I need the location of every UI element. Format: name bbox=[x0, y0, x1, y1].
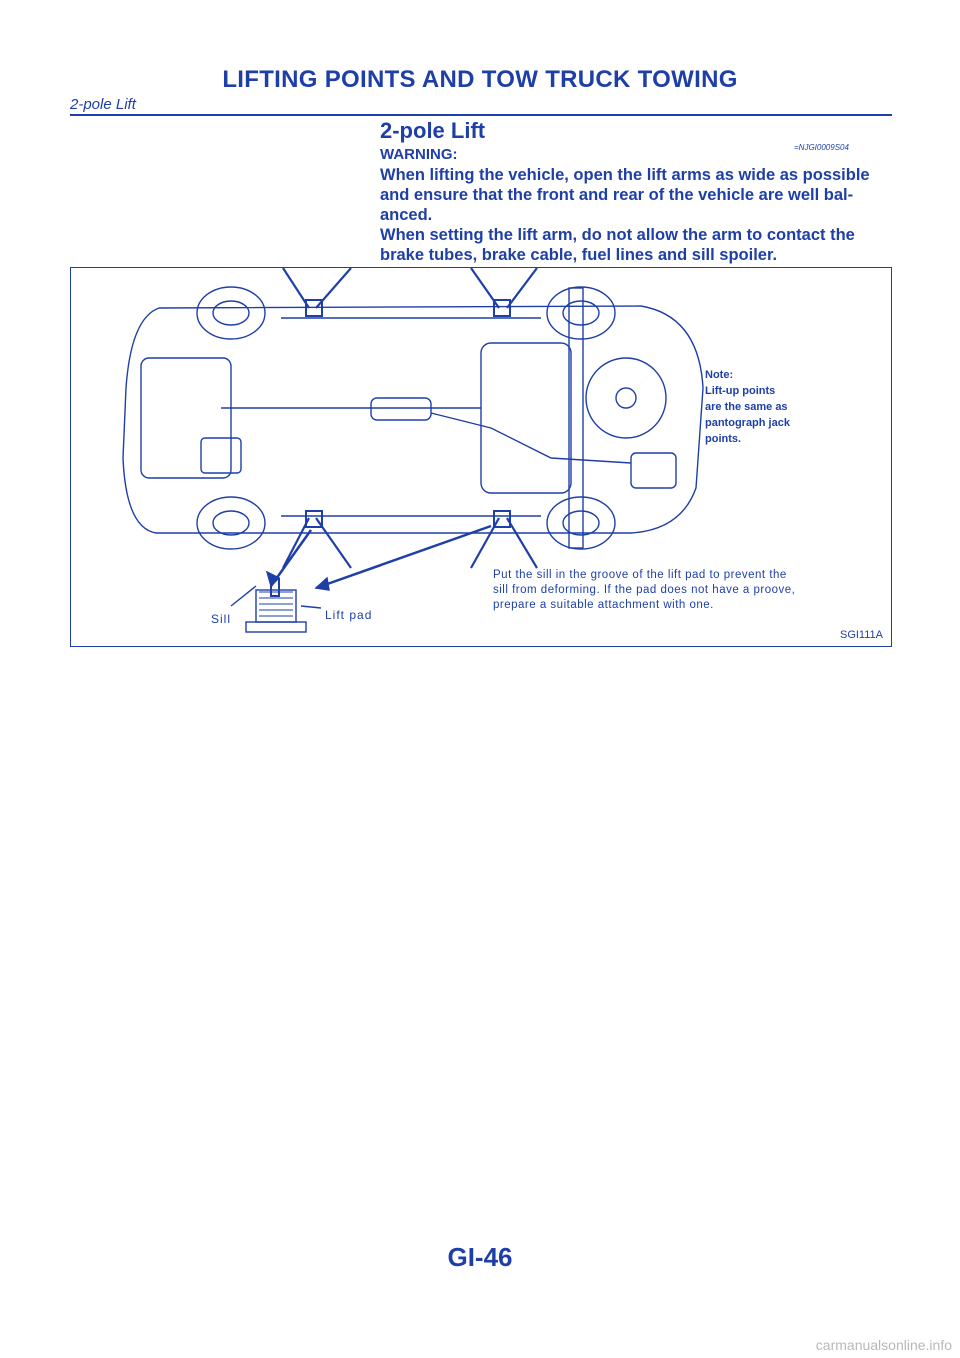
caption-block bbox=[493, 568, 795, 613]
warning-line: anced. bbox=[380, 206, 433, 224]
lift-arm bbox=[283, 518, 351, 568]
lift-arm bbox=[283, 268, 351, 308]
warning-line: When setting the lift arm, do not allow the arm to contact the bbox=[380, 226, 855, 244]
caption-line: Put the sill in the groove of the lift pad to prevent the bbox=[493, 569, 787, 581]
lift-pad-base bbox=[246, 622, 306, 632]
sill-label: Sill bbox=[211, 612, 232, 626]
engine-block bbox=[141, 358, 231, 478]
section-title: 2-pole Lift bbox=[380, 118, 486, 143]
page-number: GI-46 bbox=[447, 1242, 513, 1272]
section-code: =NJGI0009S04 bbox=[794, 143, 849, 152]
note-line: Note: bbox=[705, 369, 734, 381]
note-block bbox=[705, 367, 790, 447]
warning-line: and ensure that the front and rear of the vehicle are well bal- bbox=[380, 186, 854, 204]
figure-id: SGI111A bbox=[839, 629, 883, 641]
rear-left-tire bbox=[547, 287, 615, 339]
header-divider bbox=[70, 114, 892, 116]
note-line: Lift-up points bbox=[705, 385, 776, 397]
warning-line: When lifting the vehicle, open the lift arms as wide as possible bbox=[380, 166, 870, 184]
spare-tire bbox=[586, 358, 666, 438]
warning-label: WARNING: bbox=[380, 146, 458, 163]
muffler-center bbox=[371, 398, 431, 420]
note-line: are the same as bbox=[705, 401, 788, 413]
watermark: carmanualsonline.info bbox=[815, 1337, 952, 1353]
rear-muffler bbox=[631, 453, 676, 488]
page-header-subtitle: 2-pole Lift bbox=[70, 96, 136, 113]
lift-diagram-figure bbox=[70, 267, 892, 647]
note-line: pantograph jack bbox=[705, 417, 790, 429]
lift-pad bbox=[256, 590, 296, 622]
lift-pad-label: Lift pad bbox=[325, 608, 373, 622]
front-left-tire bbox=[197, 287, 265, 339]
fuel-tank bbox=[481, 343, 571, 493]
warning-text bbox=[380, 165, 894, 265]
note-line: points. bbox=[705, 433, 742, 445]
warning-line: brake tubes, brake cable, fuel lines and sill spoiler. bbox=[380, 246, 778, 264]
rear-right-tire bbox=[547, 497, 615, 549]
page-header-title: LIFTING POINTS AND TOW TRUCK TOWING bbox=[222, 66, 738, 93]
caption-line: prepare a suitable attachment with one. bbox=[493, 599, 714, 611]
front-right-tire bbox=[197, 497, 265, 549]
lift-arm bbox=[471, 518, 537, 568]
caption-line: sill from deforming. If the pad does not have a proove, bbox=[493, 584, 796, 596]
lift-arm bbox=[471, 268, 537, 308]
